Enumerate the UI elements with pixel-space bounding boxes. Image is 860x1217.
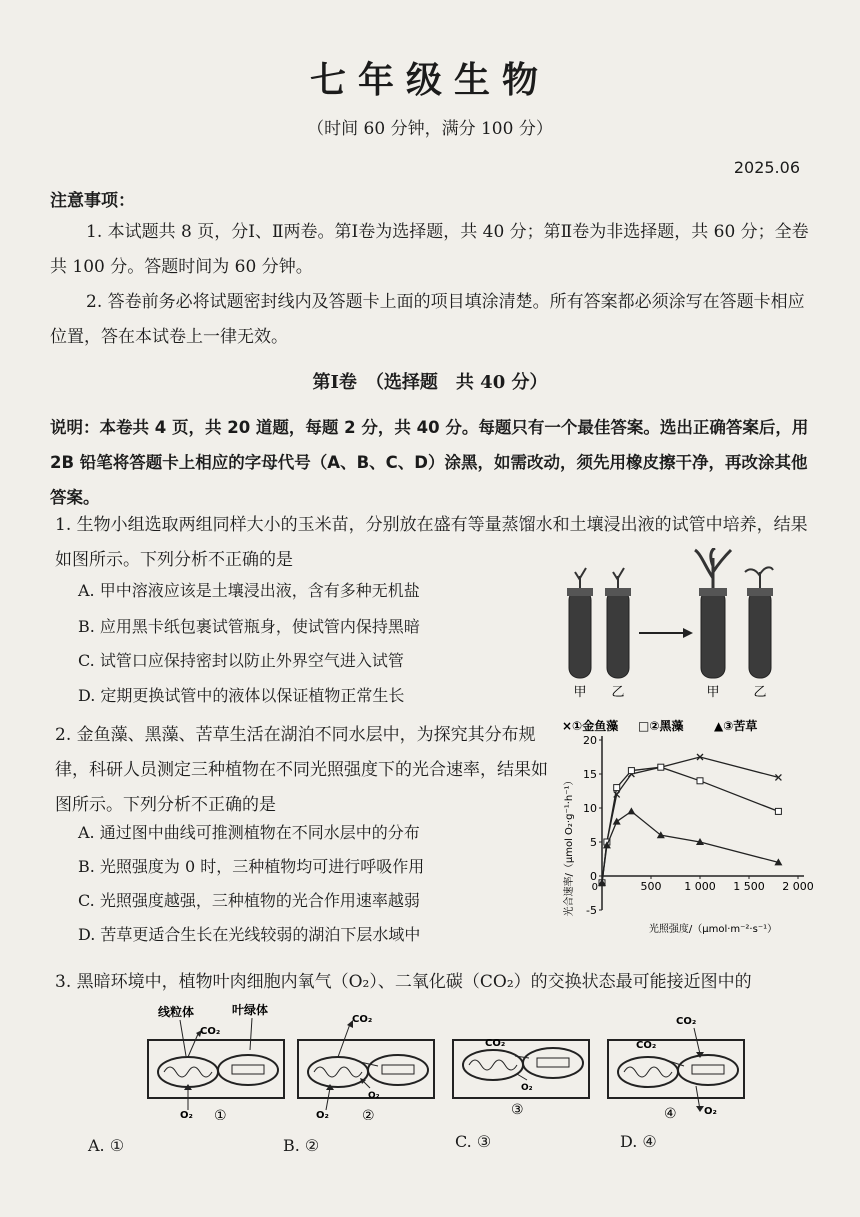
svg-text:O₂: O₂ [521, 1083, 533, 1093]
chart-x-tick-label: 1 000 [684, 880, 716, 893]
chart-y-tick-label: 5 [590, 836, 597, 849]
photosynthesis-chart [558, 716, 818, 938]
exam-subtitle: （时间 60 分钟，满分 100 分） [307, 119, 553, 139]
chart-legend-item: ×①金鱼藻 [562, 719, 619, 733]
question-3-option-b: B. ② [283, 1136, 320, 1155]
chart-series-line [602, 767, 778, 883]
notice-item-2: 2. 答卷前务必将试题密封线内及答题卡上面的项目填涂清楚。所有答案都必须涂写在答题卡相应位置，答在本试卷上一律无效。 [50, 292, 805, 347]
chart-point [628, 768, 634, 774]
panel-1-number: ① [214, 1108, 227, 1120]
chart-point [614, 785, 620, 791]
cell-panel-1 [148, 1026, 284, 1120]
question-1-option-b: B. 应用黑卡纸包裹试管瓶身，使试管内保持黑暗 [78, 617, 420, 636]
chart-legend-item: □②黑藻 [638, 719, 684, 733]
question-3-option-d: D. ④ [620, 1132, 657, 1151]
chart-x-tick-label: 500 [640, 880, 662, 893]
chart-point [627, 807, 635, 814]
tube-jia-before [567, 568, 593, 678]
question-3-option-a: A. ① [88, 1136, 125, 1155]
tube-label-4: 乙 [753, 685, 767, 700]
section-heading: 第Ⅰ卷 （选择题 共 40 分） [312, 372, 548, 393]
tube-jia-after [695, 548, 731, 678]
tube-yi-before [605, 568, 631, 678]
svg-text:CO₂: CO₂ [676, 1016, 697, 1027]
svg-text:CO₂: CO₂ [636, 1040, 657, 1051]
chart-point [658, 764, 664, 770]
chart-origin-label: 0 [591, 882, 598, 893]
cell-panel-2 [298, 1014, 434, 1120]
notice-item-1: 1. 本试题共 8 页，分Ⅰ、Ⅱ两卷。第Ⅰ卷为选择题，共 40 分；第Ⅱ卷为非选择题，共 60 分；全卷共 100 分。答题时间为 60 分钟。 [50, 222, 809, 277]
cell-panel-4 [608, 1016, 744, 1120]
cell-exchange-figure [140, 1000, 750, 1120]
notice-title: 注意事项： [50, 191, 135, 211]
question-3-option-c: C. ③ [455, 1132, 492, 1151]
chart-point [613, 818, 621, 825]
arrow-icon [639, 628, 693, 638]
chart-point [775, 808, 781, 814]
question-2-option-d: D. 苦草更适合生长在光线较弱的湖泊下层水域中 [78, 925, 421, 944]
tube-label-2: 乙 [611, 685, 625, 700]
question-1-stem: 1. 生物小组选取两组同样大小的玉米苗，分别放在盛有等量蒸馏水和土壤浸出液的试管中培养，结果如图所示。下列分析不正确的是 [55, 515, 808, 570]
svg-text:O₂: O₂ [704, 1106, 717, 1117]
question-1-option-c: C. 试管口应保持密封以防止外界空气进入试管 [78, 651, 404, 670]
question-1-option-a: A. 甲中溶液应该是土壤浸出液，含有多种无机盐 [78, 581, 420, 600]
svg-text:CO₂: CO₂ [485, 1038, 506, 1049]
cell-panel-3 [453, 1038, 589, 1118]
tube-label-3: 甲 [706, 685, 720, 700]
svg-text:O₂: O₂ [368, 1091, 380, 1101]
question-2-option-b: B. 光照强度为 0 时，三种植物均可进行呼吸作用 [78, 857, 425, 876]
mitochondria-label: 线粒体 [158, 1005, 195, 1019]
question-3-stem: 3. 黑暗环境中，植物叶肉细胞内氧气（O₂）、二氧化碳（CO₂）的交换状态最可能接近图中的 [55, 972, 752, 992]
chart-x-tick-label: 2 000 [782, 880, 814, 893]
svg-text:CO₂: CO₂ [200, 1026, 221, 1037]
chart-y-tick-label: 10 [583, 802, 597, 815]
tube-label-1: 甲 [573, 685, 587, 700]
panel-3-number: ③ [511, 1102, 524, 1118]
chart-y-tick-label: 20 [583, 734, 597, 747]
question-1-option-d: D. 定期更换试管中的液体以保证植物正常生长 [78, 686, 405, 705]
panel-2-number: ② [362, 1108, 375, 1120]
chloroplast-label: 叶绿体 [232, 1003, 269, 1017]
test-tube-figure [555, 548, 805, 713]
chart-series-line [602, 757, 778, 883]
chart-series-line [602, 811, 778, 882]
question-2-stem: 2. 金鱼藻、黑藻、苦草生活在湖泊不同水层中，为探究其分布规律，科研人员测定三种植物在不同光照强度下的光合速率，结果如图所示。下列分析不正确的是 [55, 725, 548, 815]
chart-y-tick-label: 0 [590, 870, 597, 883]
tube-yi-after [745, 567, 773, 678]
svg-text:O₂: O₂ [316, 1110, 329, 1120]
panel-4-number: ④ [664, 1106, 677, 1120]
question-2-option-a: A. 通过图中曲线可推测植物在不同水层中的分布 [78, 823, 420, 842]
chart-x-tick-label: 1 500 [733, 880, 765, 893]
exam-title: 七年级生物 [309, 59, 550, 101]
chart-y-axis-label: 光合速率/（μmol O₂·g⁻¹·h⁻¹） [564, 775, 575, 917]
section-instruction: 说明：本卷共 4 页，共 20 道题，每题 2 分，共 40 分。每题只有一个最佳答案。选出正确答案后，用 2B 铅笔将答题卡上相应的字母代号（A、B、C、D）涂黑，如需改动，须先用橡皮擦干净，再改涂其他答案。 [50, 418, 809, 507]
chart-legend [562, 718, 757, 733]
chart-x-axis-label: 光照强度/（μmol·m⁻²·s⁻¹） [648, 924, 778, 935]
question-2-option-c: C. 光照强度越强，三种植物的光合作用速率越弱 [78, 891, 420, 910]
svg-text:CO₂: CO₂ [352, 1014, 373, 1025]
exam-date: 2025.06 [733, 158, 800, 177]
chart-y-tick-label: -5 [586, 904, 597, 917]
chart-point [697, 778, 703, 784]
chart-legend-item: ▲③苦草 [714, 719, 758, 733]
chart-y-tick-label: 15 [583, 768, 597, 781]
svg-text:O₂: O₂ [180, 1110, 193, 1120]
